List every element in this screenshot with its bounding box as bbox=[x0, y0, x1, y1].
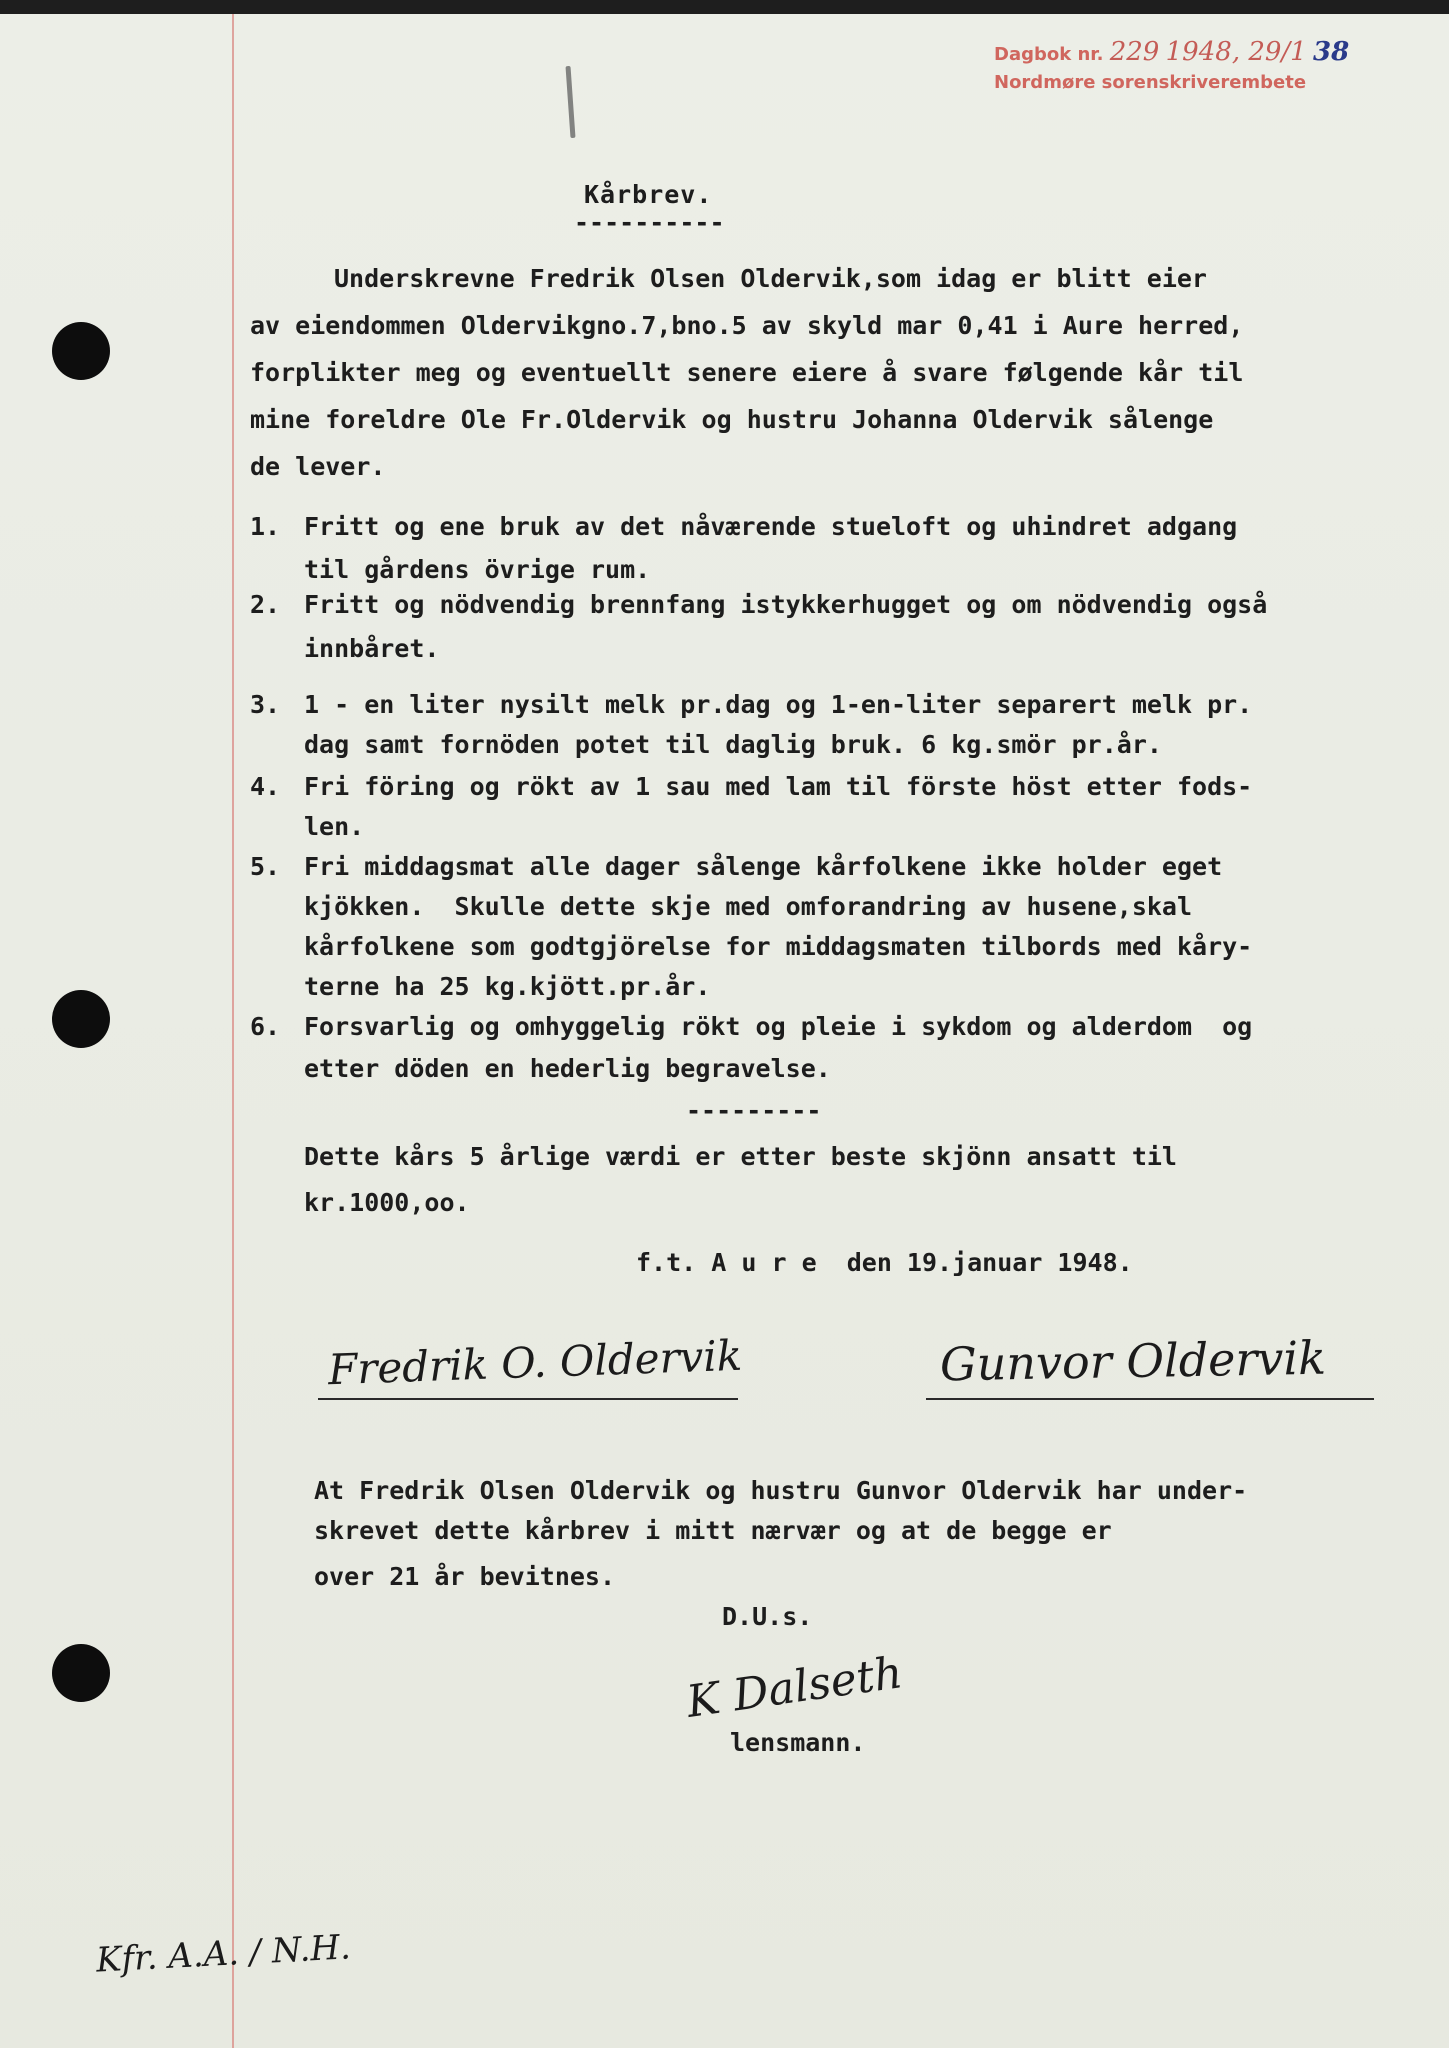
item-5-line-3: kårfolkene som godtgjörelse for middagsmaten tilbords med kåry- bbox=[304, 932, 1253, 961]
intro-line-2: av eiendommen Oldervikgno.7,bno.5 av skyld mar 0,41 i Aure herred, bbox=[250, 311, 1244, 340]
item-5-line-4: terne ha 25 kg.kjött.pr.år. bbox=[304, 972, 711, 1001]
pencil-mark bbox=[565, 66, 575, 138]
intro-line-4: mine foreldre Ole Fr.Oldervik og hustru Johanna Oldervik sålenge bbox=[250, 405, 1214, 434]
place-date: f.t. A u r e den 19.januar 1948. bbox=[636, 1248, 1133, 1277]
witness-line-3: over 21 år bevitnes. bbox=[314, 1562, 616, 1591]
document-title: Kårbrev. bbox=[584, 180, 713, 209]
signature-left-line bbox=[318, 1398, 738, 1400]
intro-line-1: Underskrevne Fredrik Olsen Oldervik,som idag er blitt eier bbox=[334, 264, 1207, 293]
item-6-line-2: etter döden en hederlig begravelse. bbox=[304, 1054, 831, 1083]
section-separator: --------- bbox=[686, 1096, 822, 1125]
stamp-year: 1948 bbox=[1165, 37, 1232, 67]
item-6-line-1: Forsvarlig og omhyggelig rökt og pleie i sykdom og alderdom og bbox=[304, 1012, 1253, 1041]
item-5-number: 5. bbox=[250, 852, 281, 881]
stamp-date: , 29/1 bbox=[1231, 37, 1307, 67]
item-2-number: 2. bbox=[250, 590, 281, 619]
item-1-line-1: Fritt og ene bruk av det nåværende stueloft og uhindret adgang bbox=[304, 512, 1238, 541]
item-5-line-1: Fri middagsmat alle dager sålenge kårfolkene ikke holder eget bbox=[304, 852, 1223, 881]
stamp-dagbok-label: Dagbok nr. bbox=[994, 44, 1104, 65]
item-3-number: 3. bbox=[250, 690, 281, 719]
item-2-line-2: innbåret. bbox=[304, 634, 440, 663]
lensmann-signature: K Dalseth bbox=[683, 1647, 906, 1728]
intro-line-5: de lever. bbox=[250, 452, 386, 481]
margin-line bbox=[232, 14, 234, 2048]
title-underline: ---------- bbox=[574, 208, 725, 237]
registry-stamp bbox=[994, 38, 1349, 97]
item-4-number: 4. bbox=[250, 772, 281, 801]
item-3-line-2: dag samt fornöden potet til daglig bruk. 6 kg.smör pr.år. bbox=[304, 730, 1162, 759]
item-5-line-2: kjökken. Skulle dette skje med omforandring av husene,skal bbox=[304, 892, 1193, 921]
witness-line-1: At Fredrik Olsen Oldervik og hustru Gunvor Oldervik har under- bbox=[314, 1476, 1248, 1505]
scan-top-edge bbox=[0, 0, 1449, 14]
lensmann-title: lensmann. bbox=[730, 1728, 866, 1757]
margin-note: Kfr. A.A. / N.H. bbox=[95, 1927, 352, 1981]
punch-hole-middle bbox=[52, 990, 110, 1048]
signature-gunvor: Gunvor Oldervik bbox=[939, 1330, 1327, 1392]
item-2-line-1: Fritt og nödvendig brennfang istykkerhugget og om nödvendig også bbox=[304, 590, 1268, 619]
punch-hole-bottom bbox=[52, 1644, 110, 1702]
value-line-1: Dette kårs 5 årlige værdi er etter beste skjönn ansatt til bbox=[304, 1142, 1177, 1171]
item-4-line-2: len. bbox=[304, 812, 365, 841]
item-3-line-1: 1 - en liter nysilt melk pr.dag og 1-en-liter separert melk pr. bbox=[304, 690, 1253, 719]
item-1-line-2: til gårdens övrige rum. bbox=[304, 555, 651, 584]
value-line-2: kr.1000,oo. bbox=[304, 1188, 470, 1217]
stamp-office: Nordmøre sorenskriverembete bbox=[994, 72, 1307, 93]
signature-fredrik: Fredrik O. Oldervik bbox=[327, 1330, 743, 1395]
stamp-page-number: 38 bbox=[1313, 37, 1350, 67]
dus-closing: D.U.s. bbox=[722, 1602, 813, 1631]
item-1-number: 1. bbox=[250, 512, 281, 541]
punch-hole-top bbox=[52, 322, 110, 380]
signature-right-line bbox=[926, 1398, 1374, 1400]
item-6-number: 6. bbox=[250, 1012, 281, 1041]
intro-line-3: forplikter meg og eventuellt senere eiere å svare følgende kår til bbox=[250, 358, 1244, 387]
stamp-number: 229 bbox=[1109, 37, 1160, 67]
item-4-line-1: Fri föring og rökt av 1 sau med lam til förste höst etter fods- bbox=[304, 772, 1253, 801]
witness-line-2: skrevet dette kårbrev i mitt nærvær og at de begge er bbox=[314, 1516, 1112, 1545]
